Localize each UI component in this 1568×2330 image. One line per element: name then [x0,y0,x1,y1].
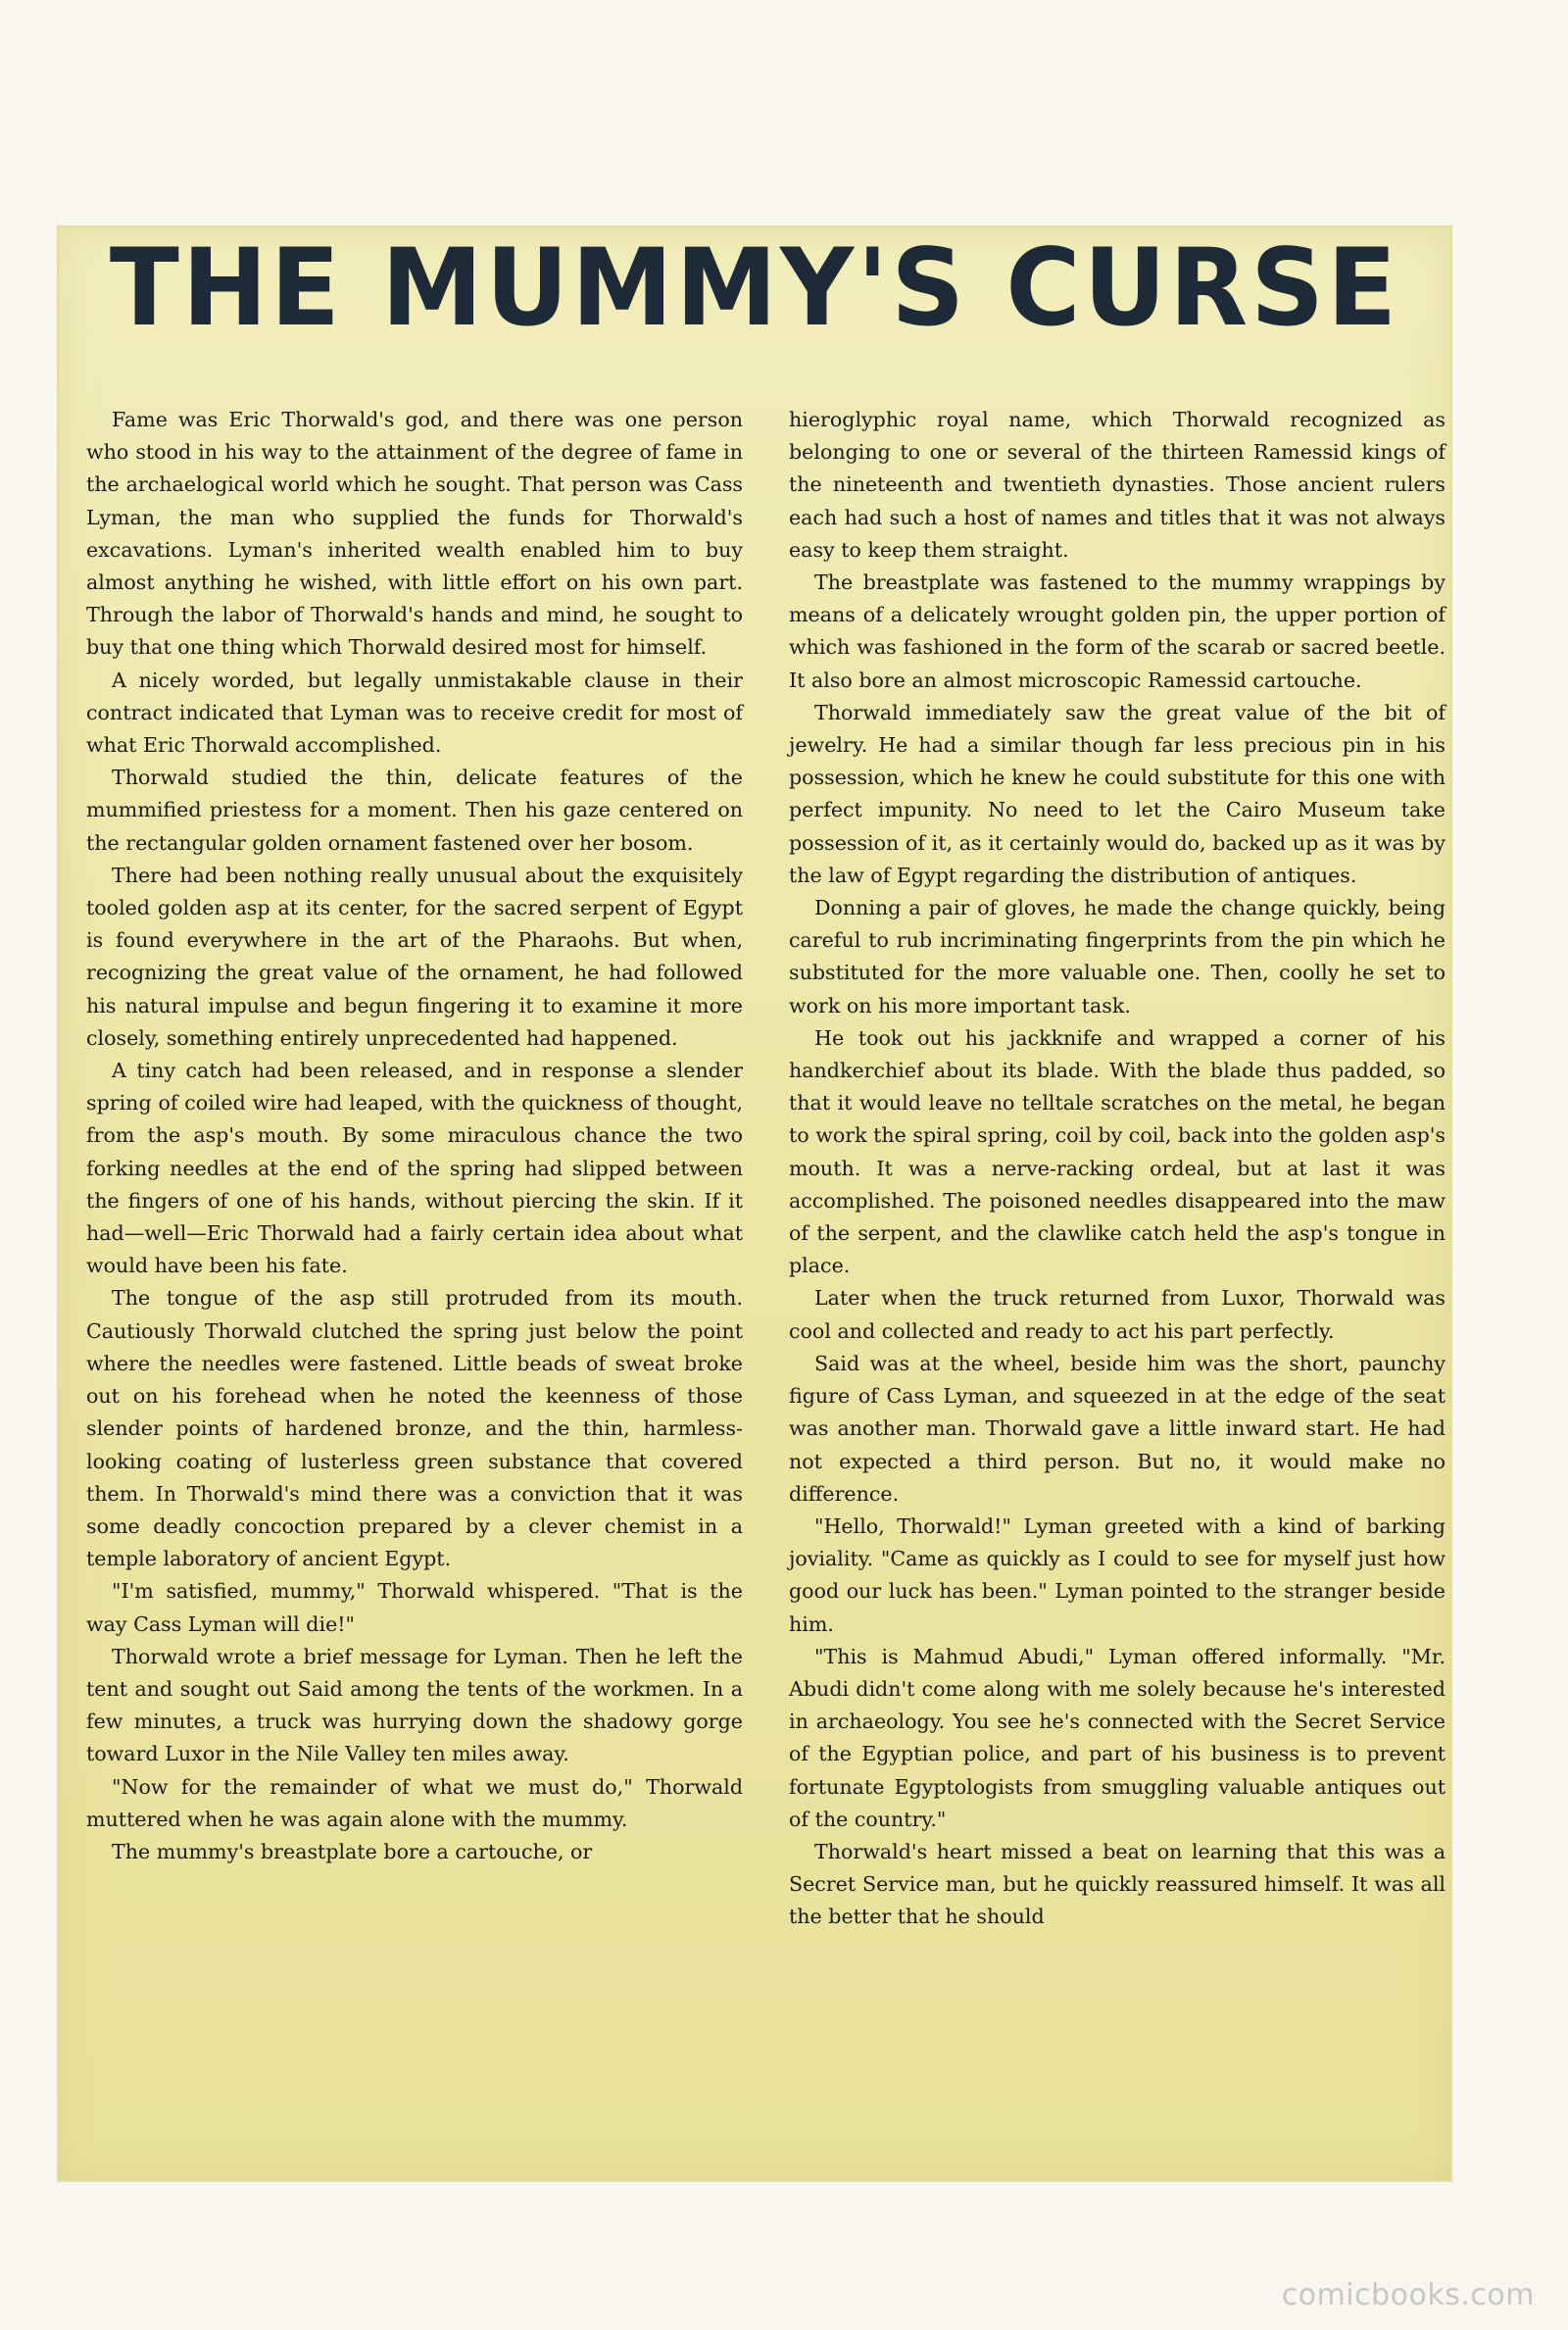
paragraph: "Now for the remainder of what we must do," Thorwald muttered when he was again alone with the mummy. [86,1774,743,1831]
paragraph: "Hello, Thorwald!" Lyman greeted with a kind of barking joviality. "Came as quickly as I could to see for myself just how good our luck has been." Lyman pointed to the stranger beside him. [789,1513,1446,1636]
paragraph: There had been nothing really unusual about the exquisitely tooled golden asp at its center, for the sacred serpent of Egypt is found everywhere in the art of the Pharaohs. But when, recognizing the great value of the ornament, he had followed his natural impulse and begun fingering it to examine it more closely, something entirely unprecedented had happened. [86,863,743,1050]
paragraph: A tiny catch had been released, and in response a slender spring of coiled wire had leaped, with the quickness of thought, from the asp's mouth. By some miraculous chance the two forking needles at the end of the spring had slipped between the fingers of one of his hands, without piercing the skin. If it had—well—Eric Thorwald had a fairly certain idea about what would have been his fate. [86,1059,743,1278]
paragraph: Thorwald's heart missed a beat on learning that this was a Secret Service man, but he quickly reassured himself. It was all the better that he should [789,1839,1446,1929]
paragraph: He took out his jackknife and wrapped a corner of his handkerchief about its blade. With the blade thus padded, so that it would leave no telltale scratches on the metal, he began to work the spiral spring, coil by coil, back into the golden asp's mouth. It was a nerve-racking ordeal, but at last it was accomplished. The poisoned needles disappeared into the maw of the serpent, and the clawlike catch held the asp's tongue in place. [789,1025,1446,1278]
paragraph: The mummy's breastplate bore a cartouche, or [112,1839,593,1863]
paragraph: "I'm satisfied, mummy," Thorwald whispered. "That is the way Cass Lyman will die!" [86,1579,743,1636]
site-watermark: comicbooks.com [1281,2278,1535,2312]
right-column [789,404,1446,1934]
story-title: THE MUMMY'S CURSE [109,223,1400,351]
paragraph: Thorwald studied the thin, delicate features of the mummified priestess for a moment. Then his gaze centered on the rectangular golden ornament fastened over her bosom. [86,766,743,855]
paragraph: Said was at the wheel, beside him was the short, paunchy figure of Cass Lyman, and squeezed in at the edge of the seat was another man. Thorwald gave a little inward start. He had not expected a third person. But no, it would make no difference. [789,1351,1446,1506]
paragraph: Fame was Eric Thorwald's god, and there was one person who stood in his way to the attainment of the degree of fame in the archaelogical world which he sought. That person was Cass Lyman, the man who supplied the funds for Thorwald's excavations. Lyman's inherited wealth enabled him to buy almost anything he wished, with little effort on his own part. Through the labor of Thorwald's hands and mind, he sought to buy that one thing which Thorwald desired most for himself. [86,408,743,660]
paragraph: Later when the truck returned from Luxor, Thorwald was cool and collected and ready to act his part perfectly. [789,1286,1446,1343]
paragraph: The tongue of the asp still protruded from its mouth. Cautiously Thorwald clutched the spring just below the point where the needles were fastened. Little beads of sweat broke out on his forehead when he noted the keenness of those slender points of hardened bronze, and the thin, harmless-looking coating of lusterless green substance that covered them. In Thorwald's mind there was a conviction that it was some deadly concoction prepared by a clever chemist in a temple laboratory of ancient Egypt. [86,1286,743,1571]
paragraph: A nicely worded, but legally unmistakable clause in their contract indicated that Lyman was to receive credit for most of what Eric Thorwald accomplished. [86,668,743,758]
paragraph: "This is Mahmud Abudi," Lyman offered informally. "Mr. Abudi didn't come along with me solely because he's interested in archaeology. You see he's connected with the Secret Service of the Egyptian police, and part of his business is to prevent fortunate Egyptologists from smuggling valuable antiques out of the country." [789,1644,1446,1831]
paragraph: Thorwald wrote a brief message for Lyman. Then he left the tent and sought out Said among the tents of the workmen. In a few minutes, a truck was hurrying down the shadowy gorge toward Luxor in the Nile Valley ten miles away. [86,1644,743,1766]
paragraph: hieroglyphic royal name, which Thorwald recognized as belonging to one or several of the thirteen Ramessid kings of the nineteenth and twentieth dynasties. Those ancient rulers each had such a host of names and titles that it was not always easy to keep them straight. [789,408,1446,562]
paragraph: The breastplate was fastened to the mummy wrappings by means of a delicately wrought golden pin, the upper portion of which was fashioned in the form of the scarab or sacred beetle. It also bore an almost microscopic Ramessid cartouche. [789,570,1446,692]
paragraph: Thorwald immediately saw the great value of the bit of jewelry. He had a similar though far less precious pin in his possession, which he knew he could substitute for this one with perfect impunity. No need to let the Cairo Museum take possession of it, as it certainly would do, backed up as it was by the law of Egypt regarding the distribution of antiques. [789,700,1446,887]
left-column [86,404,743,1868]
paragraph: Donning a pair of gloves, he made the change quickly, being careful to rub incriminating fingerprints from the pin which he substituted for the more valuable one. Then, coolly he set to work on his more important task. [789,896,1446,1017]
